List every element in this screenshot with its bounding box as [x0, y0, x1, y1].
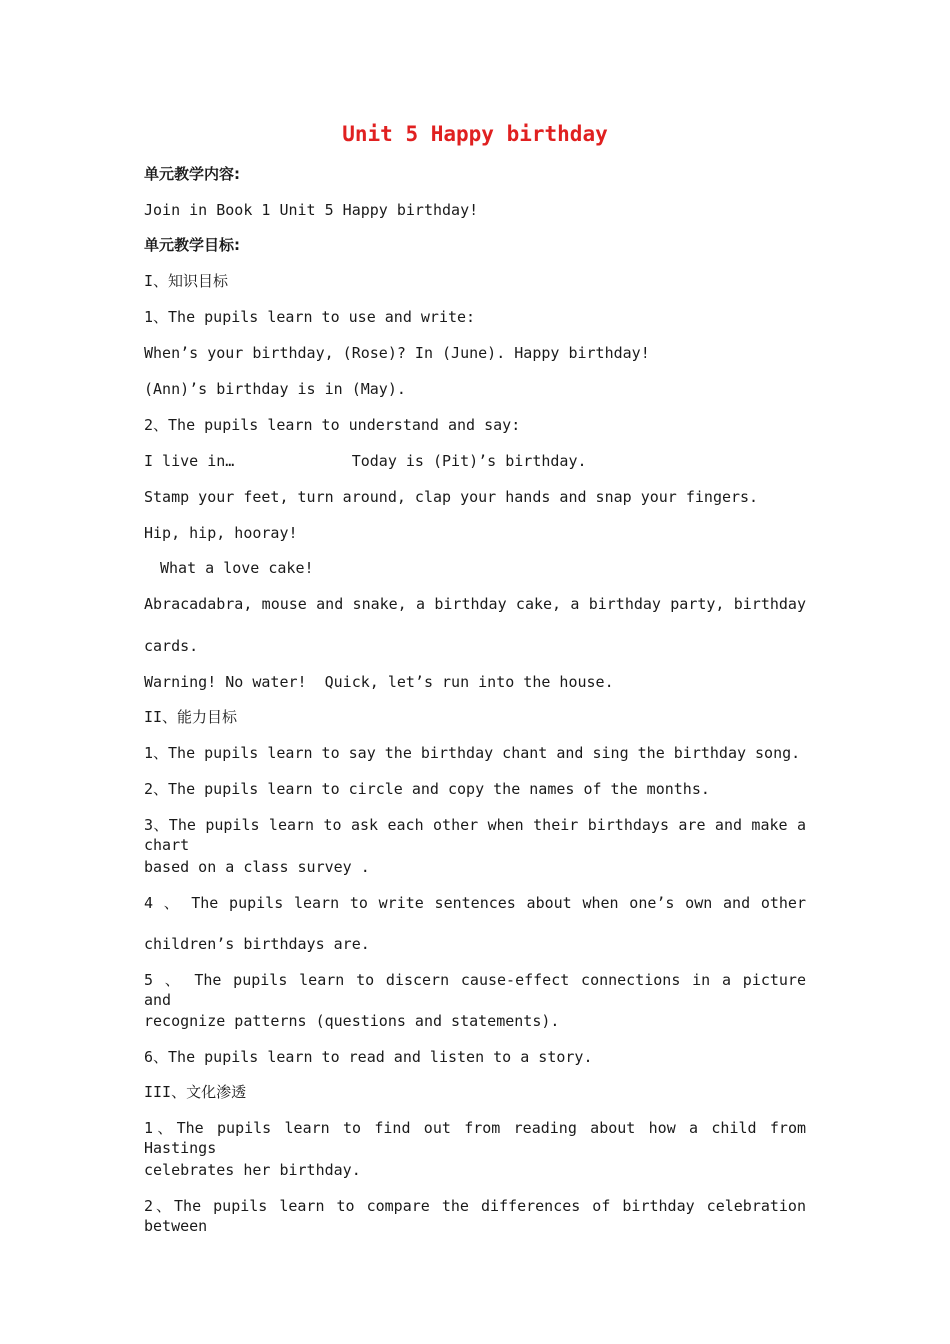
text-line: based on a class survey . — [144, 858, 370, 876]
text-line: I live in… Today is (Pit)’s birthday. — [144, 452, 587, 470]
document-title: Unit 5 Happy birthday — [342, 122, 608, 146]
text-line: 6、The pupils learn to read and listen to a story. — [144, 1048, 593, 1066]
text-line: (Ann)’s birthday is in (May). — [144, 380, 406, 398]
text-line: 2、The pupils learn to circle and copy the names of the months. — [144, 780, 710, 798]
text-line: 3、The pupils learn to ask each other when their birthdays are and make a chart — [144, 816, 806, 854]
text-line: celebrates her birthday. — [144, 1161, 361, 1179]
text-line: 1、The pupils learn to find out from reading about how a child from Hastings — [144, 1119, 806, 1157]
section-heading-goals: 单元教学目标: — [144, 236, 240, 254]
text-line: Hip, hip, hooray! — [144, 524, 298, 542]
text-line: cards. — [144, 637, 199, 655]
section-heading-content: 单元教学内容: — [144, 165, 240, 183]
text-line: Join in Book 1 Unit 5 Happy birthday! — [144, 201, 479, 219]
text-line: children’s birthdays are. — [144, 935, 370, 953]
subheading-ability: II、能力目标 — [144, 708, 238, 726]
text-line: 5 、 The pupils learn to discern cause-effect connections in a picture and — [144, 971, 806, 1009]
subheading-knowledge: I、知识目标 — [144, 272, 229, 290]
text-line: 4 、 The pupils learn to write sentences about when one’s own and other — [144, 894, 806, 912]
text-line: What a love cake! — [160, 559, 314, 577]
text-line: Warning! No water! Quick, let’s run into the house. — [144, 673, 614, 691]
subheading-culture: III、文化渗透 — [144, 1083, 247, 1101]
text-line: 1、The pupils learn to use and write: — [144, 308, 476, 326]
text-line: 2、The pupils learn to understand and say: — [144, 416, 521, 434]
text-line: 1、The pupils learn to say the birthday chant and sing the birthday song. — [144, 744, 801, 762]
text-line: When’s your birthday, (Rose)? In (June). Happy birthday! — [144, 344, 650, 362]
text-line: Abracadabra, mouse and snake, a birthday cake, a birthday party, birthday — [144, 595, 806, 613]
text-line: recognize patterns (questions and statements). — [144, 1012, 560, 1030]
text-line: 2、The pupils learn to compare the differences of birthday celebration between — [144, 1197, 806, 1235]
text-line: Stamp your feet, turn around, clap your hands and snap your fingers. — [144, 488, 759, 506]
